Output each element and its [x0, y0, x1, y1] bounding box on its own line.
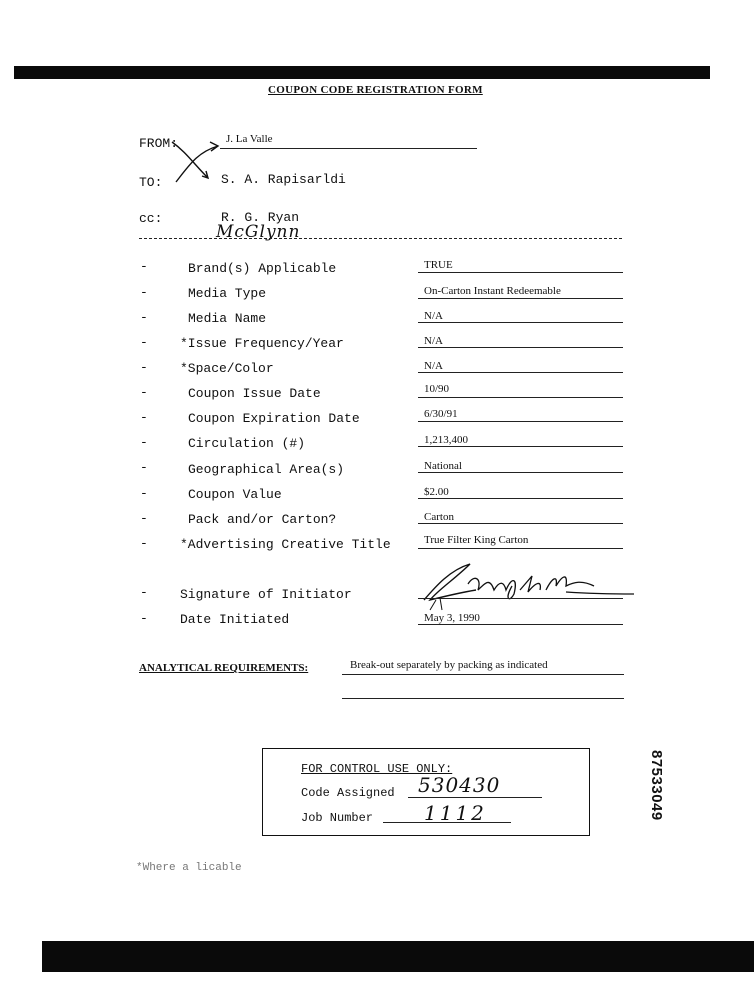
- field-value: 10/90: [424, 383, 450, 395]
- field-label: *Space/Color: [180, 361, 274, 376]
- field-value: TRUE: [424, 259, 453, 271]
- field-label: *Advertising Creative Title: [180, 537, 391, 552]
- to-label: TO:: [139, 175, 163, 190]
- analytical-label: ANALYTICAL REQUIREMENTS:: [139, 662, 309, 674]
- from-underline: [220, 148, 477, 149]
- row-dash: -: [140, 435, 148, 450]
- field-value: Carton: [424, 511, 454, 523]
- row-dash: -: [140, 410, 148, 425]
- to-value: S. A. Rapisarldi: [221, 172, 346, 187]
- cc-label: cc:: [139, 211, 163, 226]
- field-underline: [418, 498, 623, 499]
- field-underline: [418, 397, 623, 398]
- bottom-scan-bar: [42, 941, 754, 972]
- field-label: Coupon Expiration Date: [188, 411, 360, 426]
- field-underline: [418, 523, 623, 524]
- code-assigned-label: Code Assigned: [301, 786, 395, 800]
- separator-dashed: [139, 238, 622, 239]
- field-underline: [418, 472, 623, 473]
- field-underline: [418, 421, 623, 422]
- from-label: FROM:: [139, 136, 179, 151]
- analytical-value: Break-out separately by packing as indicated: [350, 659, 548, 671]
- row-dash: -: [140, 335, 148, 350]
- row-dash: -: [140, 385, 148, 400]
- cc-value: R. G. Ryan: [221, 210, 300, 225]
- signature-label: Signature of Initiator: [180, 587, 352, 602]
- field-underline: [418, 272, 623, 273]
- field-value: $2.00: [424, 486, 449, 498]
- field-label: Coupon Value: [188, 487, 282, 502]
- field-label: Media Name: [188, 311, 267, 326]
- date-initiated-label: Date Initiated: [180, 612, 290, 627]
- field-value: On-Carton Instant Redeemable: [424, 285, 561, 297]
- field-value: 1,213,400: [424, 434, 468, 446]
- field-label: Geographical Area(s): [188, 462, 345, 477]
- row-dash: -: [140, 259, 148, 274]
- field-label: Pack and/or Carton?: [188, 512, 337, 527]
- code-assigned-value: 530430: [418, 773, 501, 797]
- row-dash: -: [140, 486, 148, 501]
- field-value: National: [424, 460, 462, 472]
- row-dash: -: [140, 285, 148, 300]
- cc-handwritten-name: McGlynn: [216, 222, 301, 242]
- field-value: 6/30/91: [424, 408, 458, 420]
- field-value: N/A: [424, 310, 443, 322]
- job-number-label: Job Number: [301, 811, 374, 825]
- row-dash: -: [140, 511, 148, 526]
- field-underline: [418, 372, 623, 373]
- field-label: Circulation (#): [188, 436, 306, 451]
- field-underline: [418, 446, 623, 447]
- field-label: *Issue Frequency/Year: [180, 336, 344, 351]
- field-underline: [418, 347, 623, 348]
- field-underline: [418, 298, 623, 299]
- from-value: J. La Valle: [226, 133, 273, 145]
- analytical-underline-1: [342, 674, 624, 675]
- row-dash: -: [140, 611, 148, 626]
- field-value: N/A: [424, 360, 443, 372]
- control-heading: FOR CONTROL USE ONLY:: [301, 762, 453, 776]
- code-assigned-underline: [408, 797, 542, 798]
- row-dash: -: [140, 360, 148, 375]
- field-underline: [418, 322, 623, 323]
- row-dash: -: [140, 536, 148, 551]
- row-dash: -: [140, 460, 148, 475]
- footer-note: *Where a licable: [136, 862, 242, 874]
- date-initiated-value: May 3, 1990: [424, 612, 480, 624]
- row-dash: -: [140, 310, 148, 325]
- signature-image: [416, 556, 636, 612]
- routing-arrow-icon: [168, 138, 228, 188]
- field-label: Coupon Issue Date: [188, 386, 321, 401]
- job-number-value: 1112: [424, 801, 487, 825]
- field-label: Brand(s) Applicable: [188, 261, 337, 276]
- field-value: True Filter King Carton: [424, 534, 529, 546]
- field-label: Media Type: [188, 286, 267, 301]
- analytical-underline-2: [342, 698, 624, 699]
- row-dash: -: [140, 585, 148, 600]
- document-number: 87533049: [648, 750, 665, 821]
- field-underline: [418, 548, 623, 549]
- form-title: COUPON CODE REGISTRATION FORM: [268, 84, 483, 96]
- field-value: N/A: [424, 335, 443, 347]
- top-scan-bar: [14, 66, 710, 79]
- date-underline: [418, 624, 623, 625]
- signature-underline: [418, 598, 623, 599]
